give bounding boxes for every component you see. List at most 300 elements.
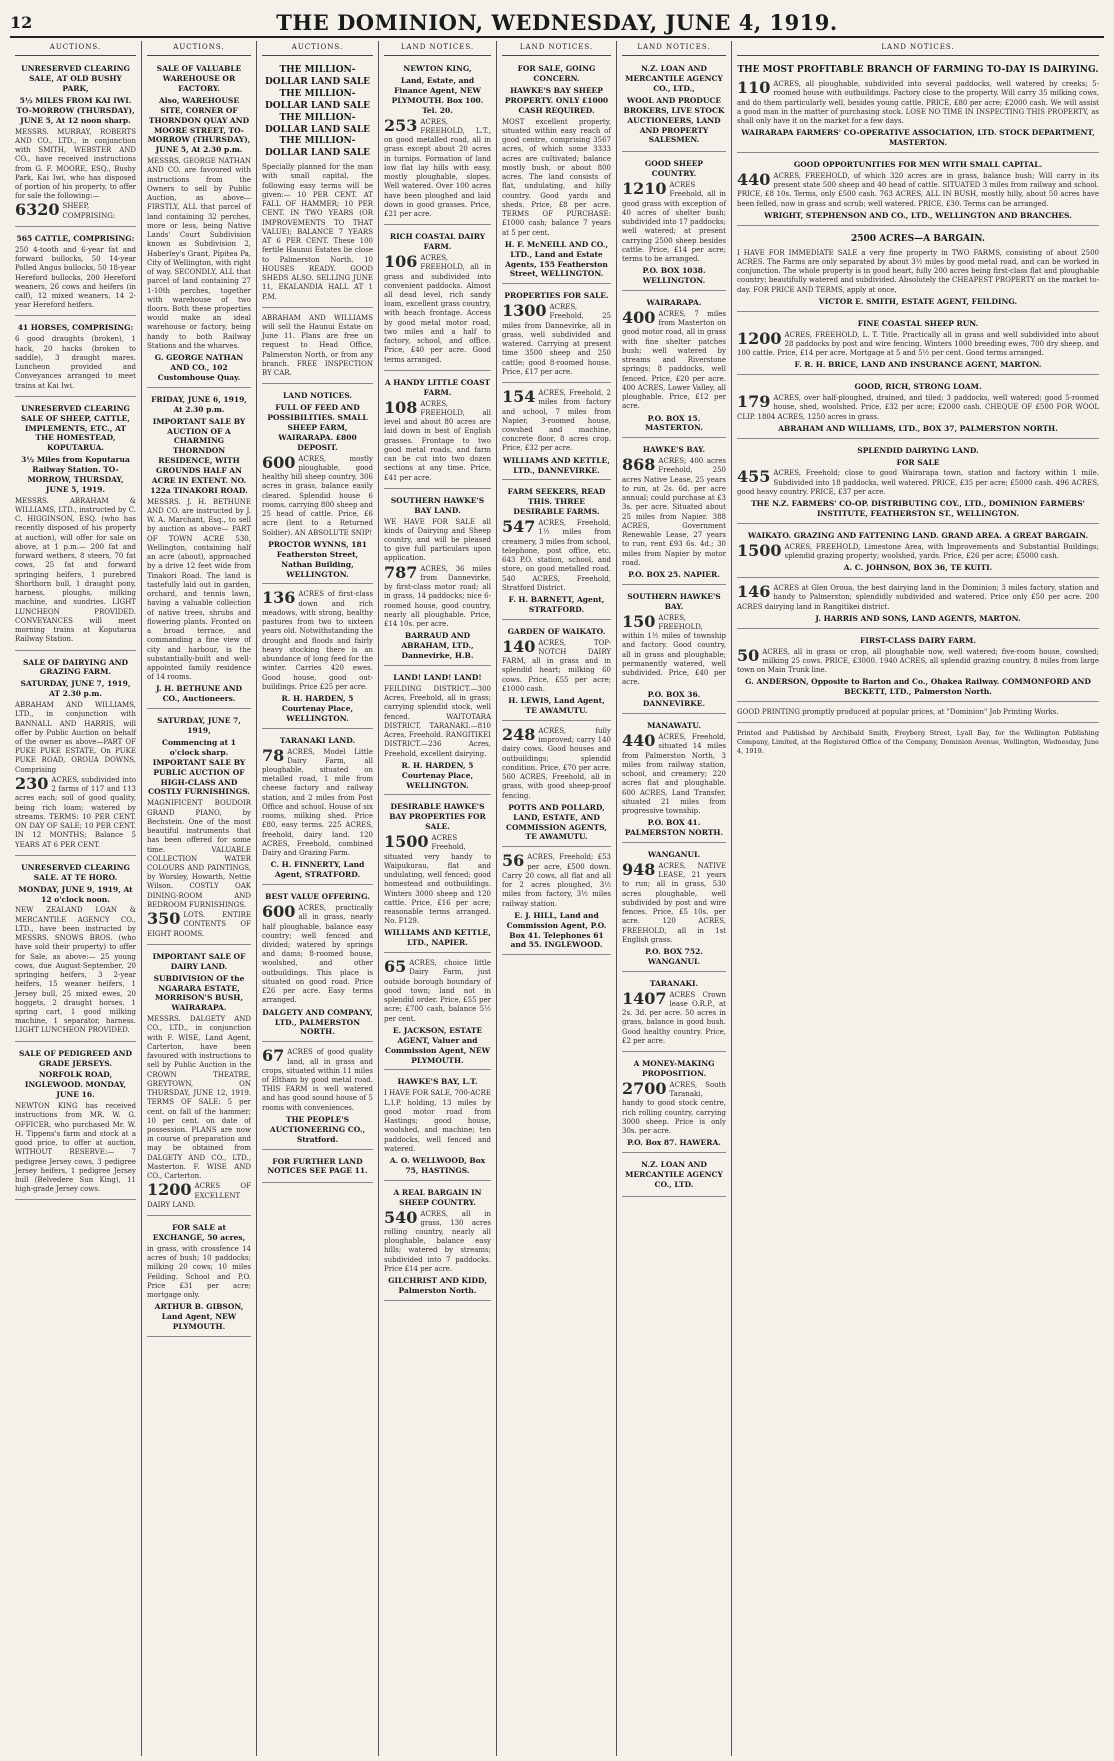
lot-text: ACRES Crown lease O.R.P., at 2s. 3d. per acre. 50 acres in grass, balance in good bush. Good healthy country. Price, £2 per acre.	[622, 990, 726, 1045]
advertiser-name: ARTHUR B. GIBSON, Land Agent, NEW PLYMOUTH.	[154, 1302, 244, 1332]
advertisement	[622, 440, 726, 585]
ad-lot	[262, 590, 373, 692]
lot-text: ACRES, FREEHOLD, L.T., on good metalled road, all in grass except about 20 acres in turnips. Formation of land low flat lay hills with easy, mostly ploughable, slopes. Well watered. Over 100 acres have been ploughed and laid down in good grasses. Price, £21 per acre.	[384, 117, 491, 219]
advertisement	[147, 59, 251, 388]
ad-lot	[622, 733, 726, 816]
advertisement	[384, 1183, 491, 1301]
ad-subheading: WOOL AND PRODUCE BROKERS, LIVE STOCK AUCTIONEERS, LAND AND PROPERTY SALESMEN.	[623, 95, 725, 145]
lot-number: 868	[622, 455, 656, 475]
newspaper-title: THE DOMINION, WEDNESDAY, JUNE 4, 1919.	[276, 9, 838, 35]
lot-number: 146	[737, 582, 771, 602]
lot-text: ACRES, South Taranaki, handy to good stock centre, rich rolling country, carrying 3000 sheep. Price is only 30s. per acre.	[622, 1080, 726, 1136]
ad-body: FEILDING DISTRICT.—300 Acres, Freehold, all in grass; carrying splendid stock, well fenced. WAITOTARA DISTRICT, TARANAKI.—810 Acres, Freehold. RANGITIKEI DISTRICT.—236 Acres, Freehold, excellent dairying.	[384, 684, 491, 758]
ad-body: MESSRS. DALGETY AND CO., LTD., in conjunction with F. WISE, Land Agent, Carterton, have been favoured with instructions to sell by Public Auction in the CROWN THEATRE, GREYTOWN, ON THURSDAY, JUNE 12, 1919. TERMS OF SALE: 5 per cent. on fall of the hammer; 10 per cent. on date of possession. PLANS are now in course of preparation and may be obtained from DALGETY AND CO., LTD., Masterton. F. WISE AND CO., Carterton.	[147, 1015, 251, 1181]
advertisement	[262, 386, 373, 584]
advertisement	[737, 314, 1099, 375]
ad-heading: SATURDAY, JUNE 7, 1919,	[157, 716, 241, 736]
columns	[10, 41, 1104, 1756]
ad-body: MESSRS. J. H. BETHUNE AND CO. are instructed by J. W. A. Marchant, Esq., to sell by auction as above— PART OF TOWN ACRE 530, Wellington, containing half an acre (about), approached by a drive 12 feet wide from Tinakori Road. The land is tastefully laid out in garden, orchard, and tennis lawn, having a valuable collection of native trees, shrubs and flowering plants. Fronted on a broad terrace, and commanding a fine view of city and harbour, is the substantially-built and well-appointed family residence of 14 rooms.	[147, 497, 251, 682]
lot-text: ACRES, choice little Dairy Farm, just outside borough boundary of good town; land not in splendid order. Price, £55 per acre; £700 cash, balance 5½ per cent.	[384, 959, 491, 1023]
ad-heading: N.Z. LOAN AND MERCANTILE AGENCY CO., LTD.	[625, 1160, 723, 1190]
ad-heading: WAIKATO. GRAZING AND FATTENING LAND. GRAND AREA. A GREAT BARGAIN.	[747, 530, 1089, 540]
advertisement	[262, 1044, 373, 1149]
lot-text: ACRES, Freehold, 2 miles from factory and school, 7 miles from Napier, 3-roomed house, cowshed and machine, concrete floor, 8 acres crop. Price, £32 per acre.	[502, 389, 611, 453]
ad-heading: FOR FURTHER LAND NOTICES SEE PAGE 11.	[267, 1156, 368, 1176]
ad-lot	[384, 562, 491, 630]
column-5	[497, 41, 617, 1756]
lot-number: 56	[502, 851, 525, 871]
lot-text: ACRES, Freehold; close to good Wairarapa town, station and factory within 1 mile. Subdivided into 18 paddocks, well watered. PRICE, £35 per acre; £5000 cash. 496 ACRES, good heavy country. PRICE, £37 per acre.	[737, 469, 1099, 496]
lot-number: 253	[384, 115, 418, 135]
ad-body: WE HAVE FOR SALE all kinds of Dairying and Sheep country, and will be pleased to give full particulars upon application.	[384, 517, 491, 563]
ad-heading: HAWKE'S BAY, L.T.	[397, 1077, 478, 1087]
ad-heading: NEWTON KING,	[403, 64, 472, 74]
ad-lot	[737, 169, 1099, 209]
advertisement	[737, 441, 1099, 524]
lot-text: ACRES, Freehold; £53 per acre, £500 down. Carry 20 cows, all flat and all for 2 acres ploughed, 3½ miles from factory, 3½ miles railway station.	[502, 853, 611, 908]
lot-text: ACRES of good quality land, all in grass and crops, situated within 11 miles of Eltham by good metal road. THIS FARM is well watered and has good sound house of 5 rooms with conveniences.	[262, 1048, 373, 1112]
advertiser-name: R. H. HARDEN, 5 Courtenay Place, WELLINGTON.	[281, 693, 354, 723]
advertiser-name: P.O. Box 87. HAWERA.	[627, 1138, 721, 1148]
ad-body: in grass, with crossfence 14 acres of bush; 10 paddocks; milking 20 cows; 10 miles Feilding. School and P.O. Price £31 per acre; mortgage only.	[147, 1244, 251, 1300]
ad-heading: PROPERTIES FOR SALE.	[504, 291, 609, 301]
lot-text: ACRES, FREEHOLD, of which 320 acres are in grass, balance bush; Will carry in its present state 500 sheep and 40 head of cattle. SITUATED 3 miles from railway and school. PRICE, £8 10s. Terms, only £500 cash. 763 ACRES, ALL IN BUSH, mostly hilly, about 50 acres have been felled, now in grass and scrub; well watered. PRICE, £30. Terms can be arranged.	[737, 171, 1099, 208]
lot-text: ACRES of first-class down and rich meadows, with strong, healthy pastures from two to sixteen years old. Notwithstanding the drought and floods and fairly heavy stocking there is an abundance of long feed for the winter. Carries 420 ewes. Good house, good out-buildings. Price £25 per acre.	[262, 590, 373, 691]
advertisement	[502, 59, 611, 284]
lot-number: 1210	[622, 179, 667, 199]
advertisement	[262, 731, 373, 885]
advertiser-name: G. ANDERSON, Opposite to Barton and Co., Ohakea Railway. COMMONFORD AND BECKETT, LTD., Palmerston North.	[745, 677, 1091, 697]
advertisement	[262, 310, 373, 385]
ad-subheading: 5½ MILES FROM KAI IWI. TO-MORROW (THURSDAY), JUNE 5, At 12 noon sharp.	[16, 95, 135, 125]
ad-heading: FARM SEEKERS, READ THIS. THREE DESIRABLE FARMS.	[507, 487, 606, 517]
advertisement	[737, 377, 1099, 438]
ad-lot	[384, 959, 491, 1024]
advertiser-name: PROCTOR WYNNS, 181 Featherston Street, Nathan Building, WELLINGTON.	[268, 539, 367, 579]
ad-heading: GARDEN OF WAIKATO.	[507, 626, 606, 636]
ad-heading: IMPORTANT SALE OF DAIRY LAND.	[152, 951, 246, 971]
ad-heading: SPLENDID DAIRYING LAND.	[857, 445, 979, 455]
ad-lot	[384, 115, 491, 220]
advertiser-name: A. C. JOHNSON, BOX 36, TE KUITI.	[843, 563, 993, 573]
column-header: AUCTIONS.	[147, 41, 251, 56]
ad-body: I HAVE FOR IMMEDIATE SALE a very fine property in TWO FARMS, consisting of about 2500 ACRES. The Farms are only separated by about 3½ miles by good metal road, and can be worked in conjunction. The whole property is in good heart, fully 200 acres being first-class flat and ploughable country; beautifully watered and subdivided. Absolutely the CHEAPEST PROPERTY on the market to-day. FOR PRICE AND TERMS, apply at once,	[737, 248, 1099, 294]
advertisement	[737, 526, 1099, 578]
lot-text: ACRES, NATIVE LEASE, 21 years to run; all in grass, 530 acres ploughable, well subdivided by post and wire fences. Price, £5 10s. per acre. 120 ACRES, FREEHOLD, all in 1st English grass.	[622, 861, 726, 944]
ad-lot	[737, 584, 1099, 612]
advertisement	[622, 154, 726, 291]
ad-body: I HAVE FOR SALE, 700-ACRE L.I.P. holding, 13 miles by good motor road from Hastings; good house, woolshed, and machine; ten paddocks, well fenced and watered.	[384, 1089, 491, 1153]
advertiser-name: R. H. HARDEN, 5 Courtenay Place, WELLINGTON.	[401, 760, 474, 790]
advertiser-name: H. LEWIS, Land Agent, TE AWAMUTU.	[508, 696, 605, 715]
ad-lot	[622, 859, 726, 945]
ad-lot	[384, 397, 491, 483]
advertisement	[262, 887, 373, 1042]
ad-lot	[622, 457, 726, 568]
lot-number: 150	[622, 611, 656, 631]
ad-lot	[737, 645, 1099, 676]
lot-number: 67	[262, 1046, 285, 1066]
lot-number: 540	[384, 1207, 418, 1227]
advertisement	[384, 1072, 491, 1180]
ad-subheading: Commencing at 1 o'clock sharp. IMPORTANT SALE BY PUBLIC AUCTION OF HIGH-CLASS AND COSTLY FURNISHINGS.	[148, 738, 250, 797]
advertisement	[737, 631, 1099, 702]
ad-lot	[262, 904, 373, 1006]
advertiser-name: H. F. McNEILL AND CO., LTD., Land and Estate Agents, 155 Featherston Street, WELLINGTON.	[504, 239, 609, 279]
lot-text: ACRES, Freehold, 25 miles from Dannevirke, all in grass, well subdivided and watered. Carrying at present time 3500 sheep and 250 cattle; good 8-roomed house. Price, £17 per acre.	[502, 303, 611, 376]
lot-text: ACRES, TOP-NOTCH DAIRY FARM, all in grass and in splendid heart; milking 60 cows. Price, £55 per acre; £1000 cash.	[502, 638, 611, 693]
printer-imprint: Printed and Published by Archibald Smith, Freyberg Street, Lyall Bay, for the Wellington Publishing Company, Limited, at the Registered Office of the Company, Dominion Avenue, Wellington, Wednesday, June 4, 1919.	[737, 729, 1099, 755]
ad-lot	[737, 328, 1099, 359]
ad-heading: LAND! LAND! LAND!	[393, 673, 482, 683]
advertisement	[622, 1155, 726, 1197]
ad-heading: TARANAKI.	[649, 978, 699, 988]
lot-text: ACRES, all in grass or crop, all ploughable now, well watered; five-room house, cowshed; milking 25 cows. PRICE, £3000. 1940 ACRES, all splendid grazing country, 8 miles from large town on Main Trunk line.	[737, 647, 1099, 675]
advertiser-name: VICTOR E. SMITH, ESTATE AGENT, FEILDING.	[818, 296, 1018, 306]
advertisement	[622, 293, 726, 438]
ad-lot	[737, 394, 1099, 422]
advertisement	[15, 229, 136, 317]
advertiser-name: P.O. BOX 41. PALMERSTON NORTH.	[624, 818, 724, 838]
lot-text: ACRES, all ploughable, subdivided into several paddocks, well watered by creeks; 5-roomed house with outbuildings. Factory close to the property. Will carry 35 milking cows, and do them particularly well, besides young cattle. PRICE, £80 per acre; £2000 cash. We will assist a good man in the matter of purchasing stock. LOSE NO TIME IN INSPECTING THIS PROPERTY, as shall only have it on the market for a few days.	[737, 80, 1099, 126]
advertiser-name: P.O. BOX 25. NAPIER.	[628, 569, 720, 579]
advertisement	[15, 399, 136, 651]
ad-subheading: HAWKE'S BAY SHEEP PROPERTY. ONLY £1000 CASH REQUIRED.	[504, 86, 609, 115]
ad-heading: RICH COASTAL DAIRY FARM.	[389, 232, 486, 252]
lot-text: ACRES, FREEHOLD, Limestone Area, with Improvements and Substantial Buildings; splendid grazing property; woolshed, yards. Price, £26 per acre; £5000 cash.	[784, 542, 1099, 561]
ad-lot	[502, 389, 611, 454]
ad-body: MOST excellent property, situated within easy reach of good centre, comprising 3567 acres, of which some 3333 acres are cultivated; balance mostly bush, or about 800 acres. The land consists of flat, undulating, and hilly country. Good yards and sheds. Price, £8 per acre. TERMS OF PURCHASE: £1000 cash; balance 7 years at 5 per cent.	[502, 117, 611, 237]
advertisement	[737, 59, 1099, 153]
lot-text: ACRES OF EXCELLENT DAIRY LAND.	[147, 1182, 251, 1209]
ad-lot	[737, 540, 1099, 561]
ad-lot	[622, 988, 726, 1046]
advertisement	[502, 286, 611, 383]
lot-text: ACRES, Model Little Dairy Farm, all ploughable, situated on metalled road, 1 mile from cheese factory and railway station, and 2 miles from Post Office and school. House of six rooms, milking shed. Price £80, easy terms. 225 ACRES, freehold, dairy land. 120 ACRES, Freehold, combined Dairy and Grazing Farm.	[262, 747, 373, 858]
ad-body: 6 good draughts (broken), 1 hack, 20 hacks (broken to saddle), 3 draught mares. Luncheon provided and Conveyances arranged to meet trains at Kai Iwi.	[15, 335, 136, 390]
ad-body: MAGNIFICENT BOUDOIR GRAND PIANO, by Bechstein. One of the most beautiful instruments that has been offered for some time. VALUABLE COLLECTION WATER COLOURS AND PAINTINGS, by Worsley, Howarth, Nettie Wilson. COSTLY OAK DINING-ROOM AND BEDROOM FURNISHINGS.	[147, 799, 251, 909]
column-header: LAND NOTICES.	[502, 41, 611, 56]
lot-text: ACRES, Freehold, situated 14 miles from Palmerston North, 3 miles from railway station, school, and creamery; 220 acres flat and ploughable. 600 ACRES, Land Transfer, situated 21 miles from progressive township.	[622, 733, 726, 816]
ad-lot	[384, 254, 491, 365]
ad-heading: SOUTHERN HAWKE'S BAY.	[627, 591, 721, 611]
advertiser-name: J. HARRIS AND SONS, LAND AGENTS, MARTON.	[815, 613, 1021, 623]
ad-lot	[622, 307, 726, 412]
ad-body: MESSRS. MURRAY, ROBERTS AND CO., LTD., in conjunction with SMITH, WEBSTER AND CO., have received instructions from G. F. MOORE, ESQ., Bushy Park, Kai Iwi, who has disposed of portion of his property, to offer for sale the following:—	[15, 127, 136, 201]
lot-text: ACRES, FREEHOLD, L. T. Title. Practically all in grass and well subdivided into about 28 paddocks by post and wire fencing. Winters 1000 breeding ewes, 700 dry sheep, and 100 cattle. Price, £14 per acre. Mortgage at 5 and 5½ per cent. Good terms arranged.	[737, 330, 1099, 358]
ad-lot	[622, 181, 726, 264]
column-header: LAND NOTICES.	[384, 41, 491, 56]
lot-number: 50	[737, 645, 760, 665]
lot-text: LOTS. ENTIRE CONTENTS OF EIGHT ROOMS.	[147, 911, 251, 938]
advertisement	[15, 858, 136, 1042]
lot-number: 600	[262, 902, 296, 922]
advertisement	[622, 716, 726, 843]
ad-heading: 41 HORSES, COMPRISING:	[17, 323, 134, 333]
advertisement	[622, 1054, 726, 1153]
ad-lot	[384, 834, 491, 926]
lot-text: ACRES, practically all in grass, nearly half ploughable, balance easy country; well fenced and divided; watered by springs and dams; 8-roomed house, woolshed, and other outbuildings. This place is situated on good road. Price £26 per acre. Easy terms arranged.	[262, 904, 373, 1005]
advertiser-name: GILCHRIST AND KIDD, Palmerston North.	[388, 1276, 487, 1296]
advertisement	[502, 482, 611, 619]
ad-heading: FRIDAY, JUNE 6, 1919, At 2.30 p.m.	[151, 394, 247, 414]
ad-lot	[15, 202, 136, 220]
ad-body: GOOD PRINTING promptly produced at popular prices, at "Dominion" Job Printing Works.	[737, 708, 1059, 717]
ad-subheading: IMPORTANT SALE BY AUCTION OF A CHARMING THORNDON RESIDENCE, WITH GROUNDS HALF AN ACRE IN EXTENT. NO. 122a TINAKORI ROAD.	[150, 416, 248, 495]
advertiser-name: G. GEORGE NATHAN AND CO., 102 Customhouse Quay.	[154, 353, 244, 382]
page-number: 12	[10, 12, 33, 32]
ad-heading: A REAL BARGAIN IN SHEEP COUNTRY.	[393, 1187, 482, 1207]
ad-lot	[262, 1048, 373, 1113]
advertisement	[622, 974, 726, 1052]
advertisement	[384, 227, 491, 371]
lot-number: 400	[622, 307, 656, 327]
lot-text: ACRES, mostly ploughable, good healthy hill sheep country, 306 acres in grass, balance easily cleared. Splendid house 6 rooms, carrying 800 sheep and 25 head of cattle. Price, £6 acre (lent to a Returned Soldier). AN ABSOLUTE SNIP!	[262, 454, 373, 537]
ad-heading: GOOD SHEEP COUNTRY.	[644, 159, 704, 179]
advertisement	[622, 59, 726, 152]
ad-subheading: FOR SALE	[896, 457, 940, 467]
ad-lot	[502, 636, 611, 694]
ad-heading: N.Z. LOAN AND MERCANTILE AGENCY CO., LTD.,	[625, 64, 723, 94]
lot-number: 787	[384, 562, 418, 582]
ad-body: ABRAHAM AND WILLIAMS, LTD., in conjunction with BANNALL AND HARRIS, will offer by Public Auction on behalf of the owner as above—PART OF PUKE PUKE ESTATE, On PUKE PUKE ROAD, OROUA DOWNS, Comprising	[15, 701, 136, 774]
ad-heading: MANAWATU.	[647, 721, 701, 731]
ad-heading: SALE OF DAIRYING AND GRAZING FARM.	[22, 657, 129, 677]
column-4	[379, 41, 497, 1756]
advertisement	[502, 622, 611, 721]
ad-subheading: Also, WAREHOUSE SITE, CORNER OF THORNDON QUAY AND MOORE STREET, TO-MORROW (THURSDAY), JUNE 5, At 2.30 p.m.	[147, 95, 251, 155]
ad-body: ABRAHAM AND WILLIAMS will sell the Haunui Estate on June 11. Plans are free on request to Head Office, Palmerston North, or from any branch. FREE INSPECTION BY CAR.	[262, 313, 373, 378]
lot-number: 350	[147, 909, 181, 929]
advertisement	[147, 711, 251, 945]
advertiser-name: P.O. BOX 1038. WELLINGTON.	[642, 266, 706, 286]
ad-heading: SOUTHERN HAWKE'S BAY LAND.	[390, 495, 485, 515]
lot-text: ACRES at Glen Oroua, the best dairying land in the Dominion; 3 miles factory, station and handy to Palmerston; splendidly subdivided and watered. Price only £50 per acre. 200 ACRES dairying land in Rangitikei district.	[737, 584, 1099, 611]
lot-number: 136	[262, 588, 296, 608]
ad-lot	[262, 452, 373, 538]
advertisement	[737, 704, 1099, 723]
ad-heading: BEST VALUE OFFERING.	[265, 892, 370, 902]
advertisement	[147, 1218, 251, 1337]
ad-heading: FIRST-CLASS DAIRY FARM.	[860, 635, 976, 645]
advertisement	[15, 59, 136, 227]
column-6	[617, 41, 732, 1756]
advertiser-name: DALGETY AND COMPANY, LTD., PALMERSTON NORTH.	[262, 1007, 373, 1037]
ad-subheading: SATURDAY, JUNE 7, 1919, AT 2.30 p.m.	[20, 679, 131, 699]
ad-body: NEWTON KING has received instructions from MR. W. G. OFFICER, who purchased Mr. W. H. Tippens's farm and stock at a good price, to offer at auction, WITHOUT RESERVE:— 7 pedigree Jersey cows, 3 pedigree Jersey heifers, 1 pedigree Jersey bull (Belvedere Sun King), 11 high-grade Jersey cows.	[15, 1102, 136, 1194]
advertisement	[262, 586, 373, 728]
lot-number: 108	[384, 397, 418, 417]
lot-text: ACRES; 400 acres Freehold, 250 acres Native Lease, 25 years to run, at 2s. 6d. per acre annual; could purchase at £3 3s. per acre. Situated about 25 miles from Napier. 388 ACRES, Government Renewable Lease, 27 years to run, rent £93 6s. 4d.; 30 miles from Napier by motor road.	[622, 457, 726, 567]
lot-number: 600	[262, 452, 296, 472]
advertiser-name: WILLIAMS AND KETTLE, LTD., DANNEVIRKE.	[503, 455, 610, 475]
advertiser-name: P.O. BOX 36. DANNEVIRKE.	[642, 689, 706, 709]
column-1	[10, 41, 142, 1756]
lot-text: ACRES, subdivided into 2 farms of 117 and 113 acres each; soil of good quality, being rich loam; watered by streams. TERMS: 10 PER CENT. ON DAY OF SALE; 10 PER CENT. IN 12 MONTHS; Balance 5 YEARS AT 6 PER CENT.	[15, 775, 136, 849]
lot-number: 1200	[147, 1180, 192, 1200]
ad-heading: 2500 ACRES—A BARGAIN.	[850, 233, 985, 244]
lot-number: 1500	[737, 540, 782, 560]
advertisement	[15, 653, 136, 856]
ad-heading: WAIRARAPA.	[646, 298, 702, 308]
advertisement	[262, 1152, 373, 1184]
ad-lot	[502, 724, 611, 801]
column-3	[257, 41, 379, 1756]
advertiser-name: THE PEOPLE'S AUCTIONEERING CO., Stratford.	[269, 1114, 366, 1144]
advertiser-name: J. H. BETHUNE AND CO., Auctioneers.	[155, 684, 243, 704]
lot-number: 440	[622, 731, 656, 751]
ad-heading: A HANDY LITTLE COAST FARM.	[384, 377, 491, 397]
ad-heading: WANGANUI.	[647, 850, 701, 860]
advertisement	[622, 587, 726, 714]
lot-text: ACRES, Freehold, 1½ miles from creamery, 3 miles from school, telephone, post office, etc. 643 P.O. station, school, and store, on good metalled road. 540 ACRES, Freehold, Stratford District.	[502, 519, 611, 592]
lot-number: 154	[502, 387, 536, 407]
lot-number: 110	[737, 78, 771, 98]
column-7	[732, 41, 1104, 1756]
ad-lot	[502, 519, 611, 593]
lot-number: 2700	[622, 1078, 667, 1098]
lot-number: 6320	[15, 200, 60, 220]
advertisement	[737, 580, 1099, 629]
ad-heading: UNRESERVED CLEARING SALE OF SHEEP, CATTLE, IMPLEMENTS, ETC., AT THE HOMESTEAD, KOPUTARUA.	[20, 403, 130, 453]
ad-body: MESSRS. GEORGE NATHAN AND CO. are favoured with instructions from the Owners to sell by Public Auction, as above— FIRSTLY, ALL that parcel of land containing 32 perches, more or less, being Native Lands' Court Subdivision known as Subdivision 2, Haberley's Grant, Pipitea Pa, City of Wellington, with right of way. SECONDLY, ALL that parcel of land containing 27 1-10th perches, together with warehouse of two floors. Both these properties would make an ideal warehouse or factory, being handy to both Railway Stations and the wharves.	[147, 157, 251, 350]
advertisement	[384, 955, 491, 1070]
lot-number: 440	[737, 169, 771, 189]
ad-heading: GOOD, RICH, STRONG LOAM.	[854, 382, 982, 392]
advertisement	[384, 59, 491, 225]
advertisement	[502, 723, 611, 847]
ad-heading: DESIRABLE HAWKE'S BAY PROPERTIES FOR SALE.	[389, 802, 486, 832]
ad-heading: UNRESERVED CLEARING SALE. AT TE HORO.	[21, 862, 130, 882]
advertisement	[147, 947, 251, 1216]
ad-body: 250 4-tooth and 6-year fat and forward bullocks, 50 14-year Polled Angus bullocks, 50 18-year Hereford bullocks, 200 Hereford weaners, 26 cows and heifers (in calf), 12 mixed weaners, 14 2-year Hereford heifers.	[15, 245, 136, 310]
advertiser-name: C. H. FINNERTY, Land Agent, STRATFORD.	[270, 860, 365, 880]
column-header: AUCTIONS.	[15, 41, 136, 56]
ad-heading: LAND NOTICES.	[283, 391, 352, 401]
advertiser-name: POTTS AND POLLARD, LAND, ESTATE, AND COMMISSION AGENTS, TE AWAMUTU.	[506, 802, 607, 842]
advertiser-name: THE N.Z. FARMERS' CO-OP. DISTRIBUTING COY., LTD., DOMINION FARMERS' INSTITUTE, FEATHERSTON ST., WELLINGTON.	[751, 499, 1085, 519]
advertisement	[502, 385, 611, 480]
lot-number: 1300	[502, 301, 547, 321]
lot-text: ACRES, all in grass, 130 acres rolling country, nearly all ploughable, balance easy hills; watered by streams; subdivided into 7 paddocks. Price £14 per acre.	[384, 1209, 491, 1273]
ad-lot	[622, 611, 726, 688]
ad-body: NEW ZEALAND LOAN & MERCANTILE AGENCY CO., LTD., have been instructed by MESSRS. SNOWS BROS. (who have sold their property) to offer for Sale, as above:— 25 young cows, due August-September, 20 springing heifers, 3 2-year heifers, 15 weaner heifers, 1 Jersey bull, 25 mixed ewes, 20 hoggets, 2 draught horses, 1 spring cart, 1 good milking machine, 1 separator, harness. LIGHT LUNCHEON PROVIDED.	[15, 906, 136, 1035]
ad-heading: FOR SALE at EXCHANGE, 50 acres,	[152, 1223, 246, 1243]
ad-subheading: 3½ Miles from Koputarua Railway Station. TO-MORROW, THURSDAY, JUNE 5, 1919.	[21, 455, 130, 494]
lot-number: 1200	[737, 328, 782, 348]
lot-number: 1500	[384, 832, 429, 852]
advertisement	[15, 318, 136, 396]
ad-heading: GOOD OPPORTUNITIES FOR MEN WITH SMALL CAPITAL.	[793, 160, 1043, 170]
advertisement	[622, 845, 726, 972]
ad-heading: THE MOST PROFITABLE BRANCH OF FARMING TO-DAY IS DAIRYING.	[737, 65, 1099, 76]
lot-number: 78	[262, 745, 285, 765]
ad-lot	[622, 1078, 726, 1136]
lot-text: ACRES, FREEHOLD, all level and about 80 acres are laid down in best of English grasses. Frontage to two good metal roads, and farm can be cut into two dozen sections at any time. Price, £41 per acre.	[384, 399, 491, 482]
advertisement	[502, 849, 611, 955]
ad-heading: THE MILLION-DOLLAR LAND SALE THE MILLION-DOLLAR LAND SALE THE MILLION-DOLLAR LAND SALE THE MILLION-DOLLAR LAND SALE	[264, 65, 371, 159]
ad-heading: FOR SALE, GOING CONCERN.	[517, 64, 596, 84]
advertisement	[384, 797, 491, 953]
ad-lot	[502, 303, 611, 377]
lot-text: SHEEP, COMPRISING:	[62, 202, 116, 220]
ad-subheading: Land, Estate, and Finance Agent, NEW PLYMOUTH. Box 100. Tel. 20.	[391, 76, 484, 115]
ad-body: MESSRS. ABRAHAM & WILLIAMS, LTD., instructed by C. C. HIGGINSON, ESQ. (who has recently disposed of his property at auction), will offer for sale on above, at 1 p.m.— 200 fat and forward wethers, 8 steers, 70 fat cows, 25 fat and forward springing heifers, 1 purebred Shorthorn bull, 1 draught pony, harness, ploughs, milking machine, and sundries. LIGHT LUNCHEON PROVIDED. CONVEYANCES will meet morning trains at Koputarua Railway Station.	[15, 496, 136, 644]
advertiser-name: E. J. HILL, Land and Commission Agent, P.O. Box 41. Telephones 61 and 55. INGLEWOOD.	[506, 910, 607, 950]
lot-text: ACRES, 7 miles from Masterton on good motor road, all in grass with fine shelter patches bush; well watered by streams and Riverstone springs; 8 paddocks, well fenced. Price, £20 per acre. 400 ACRES, Lower Valley, all ploughable. Price, £12 per acre.	[622, 309, 726, 411]
ad-lot	[502, 853, 611, 908]
lot-text: ACRES, 36 miles from Dannevirke, by first-class motor road; all in grass, 14 paddocks; nice 6-roomed house, good country, nearly all ploughable. Price, £14 10s. per acre.	[384, 564, 491, 629]
advertiser-name: F. H. BARNETT, Agent, STRATFORD.	[508, 595, 605, 614]
lot-text: ACRES, FREEHOLD, all in grass and subdivided into convenient paddocks. Almost all dead level, rich sandy loam, excellent grass country, with beach frontage. Access by good metal motor road, two miles and a half to factory, school, and office. Price, £40 per acre. Good terms arranged.	[384, 254, 491, 364]
ad-lot	[384, 1207, 491, 1275]
ad-subheading: SUBDIVISION OF the NGARARA ESTATE, MORRISON'S BUSH, WAIRARAPA.	[153, 973, 245, 1013]
column-header: LAND NOTICES.	[622, 41, 726, 56]
advertisement	[147, 390, 251, 709]
advertiser-name: P.O. BOX 15. MASTERTON.	[644, 413, 704, 433]
ad-subheading: MONDAY, JUNE 9, 1919, At 12 o'clock noon.	[18, 884, 133, 904]
advertiser-name: BARRAUD AND ABRAHAM, LTD., Dannevirke, H.B.	[401, 631, 474, 661]
column-2	[142, 41, 257, 1756]
ad-heading: FINE COASTAL SHEEP RUN.	[857, 318, 979, 328]
ad-lot	[737, 469, 1099, 497]
masthead	[10, 8, 1104, 38]
advertiser-name: ABRAHAM AND WILLIAMS, LTD., BOX 37, PALMERSTON NORTH.	[778, 423, 1058, 433]
advertiser-name: E. JACKSON, ESTATE AGENT, Valuer and Commission Agent, NEW PLYMOUTH.	[384, 1025, 491, 1065]
lot-text: ACRES Freehold, situated very handy to Waipukurau, flat and undulating, well fenced; good homestead and outbuildings. Winters 3000 sheep and 120 cattle. Price, £16 per acre; reasonable terms arranged. No. F129.	[384, 834, 491, 926]
ad-lot	[147, 911, 251, 939]
advertisement	[15, 1044, 136, 1201]
ad-heading: TARANAKI LAND.	[279, 735, 356, 745]
lot-number: 65	[384, 957, 407, 977]
lot-number: 948	[622, 859, 656, 879]
advertisement	[384, 668, 491, 795]
ad-lot	[15, 773, 136, 850]
lot-number: 547	[502, 517, 536, 537]
lot-number: 179	[737, 392, 771, 412]
advertisement	[384, 373, 491, 489]
lot-number: 106	[384, 252, 418, 272]
advertisement	[737, 155, 1099, 226]
advertiser-name: P.O. BOX 752. WANGANUI.	[645, 947, 703, 966]
lot-text: ACRES Freehold, all in good grass with exception of 40 acres of shelter bush; subdivided into 17 paddocks; well watered; at present carrying 2500 sheep besides cattle. Price, £14 per acre; terms to be arranged.	[622, 181, 726, 264]
advertiser-name: WAIRARAPA FARMERS' CO-OPERATIVE ASSOCIATION, LTD. STOCK DEPARTMENT, MASTERTON.	[741, 128, 1095, 148]
lot-text: ACRES, fully improved; carry 140 dairy cows. Good houses and outbuildings; splendid condition. Price, £70 per acre. 560 ACRES, Freehold, all in grass, with good sheep-proof fencing.	[502, 726, 611, 800]
ad-lot	[147, 1182, 251, 1210]
ad-heading: SALE OF VALUABLE WAREHOUSE OR FACTORY.	[156, 64, 242, 94]
ad-body: Specially planned for the man with small capital, the following easy terms will be given:— 10 PER CENT. AT FALL OF HAMMER; 10 PER CENT. IN TWO YEARS (OR IMPROVEMENTS TO THAT VALUE); BALANCE 7 YEARS AT 6 PER CENT. These 100 fertile Haunui Estates lie close to Palmerston North. 10 HOUSES READY. GOOD SHEDS ALSO. SELLING JUNE 11, EKALANDIA HALL AT 1 P.M.	[262, 163, 373, 301]
ad-heading: HAWKE'S BAY.	[642, 445, 706, 455]
advertiser-name: A. O. WELLWOOD, Box 75, HASTINGS.	[389, 1155, 486, 1175]
column-header: AUCTIONS.	[262, 41, 373, 56]
lot-text: ACRES, FREEHOLD, within 1½ miles of township and factory. Good country, all in grass and ploughable; permanently watered, well subdivided. Price, £40 per acre.	[622, 613, 726, 687]
ad-subheading: NORFOLK ROAD, INGLEWOOD. MONDAY, JUNE 16.	[24, 1070, 127, 1100]
ad-heading: 565 CATTLE, COMPRISING:	[16, 233, 135, 243]
lot-number: 140	[502, 636, 536, 656]
advertiser-name: WRIGHT, STEPHENSON AND CO., LTD., WELLINGTON AND BRANCHES.	[764, 210, 1072, 220]
column-header: LAND NOTICES.	[737, 41, 1099, 56]
advertisement	[384, 491, 491, 666]
advertisement	[262, 59, 373, 308]
lot-number: 230	[15, 773, 49, 793]
lot-number: 1407	[622, 988, 667, 1008]
advertiser-name: F. R. H. BRICE, LAND AND INSURANCE AGENT, MARTON.	[794, 360, 1042, 370]
advertiser-name: WILLIAMS AND KETTLE, LTD., NAPIER.	[384, 928, 491, 948]
ad-lot	[262, 745, 373, 859]
ad-heading: UNRESERVED CLEARING SALE, AT OLD BUSHY PARK,	[21, 64, 130, 94]
ad-heading: A MONEY-MAKING PROPOSITION.	[633, 1059, 715, 1079]
ad-lot	[737, 80, 1099, 126]
